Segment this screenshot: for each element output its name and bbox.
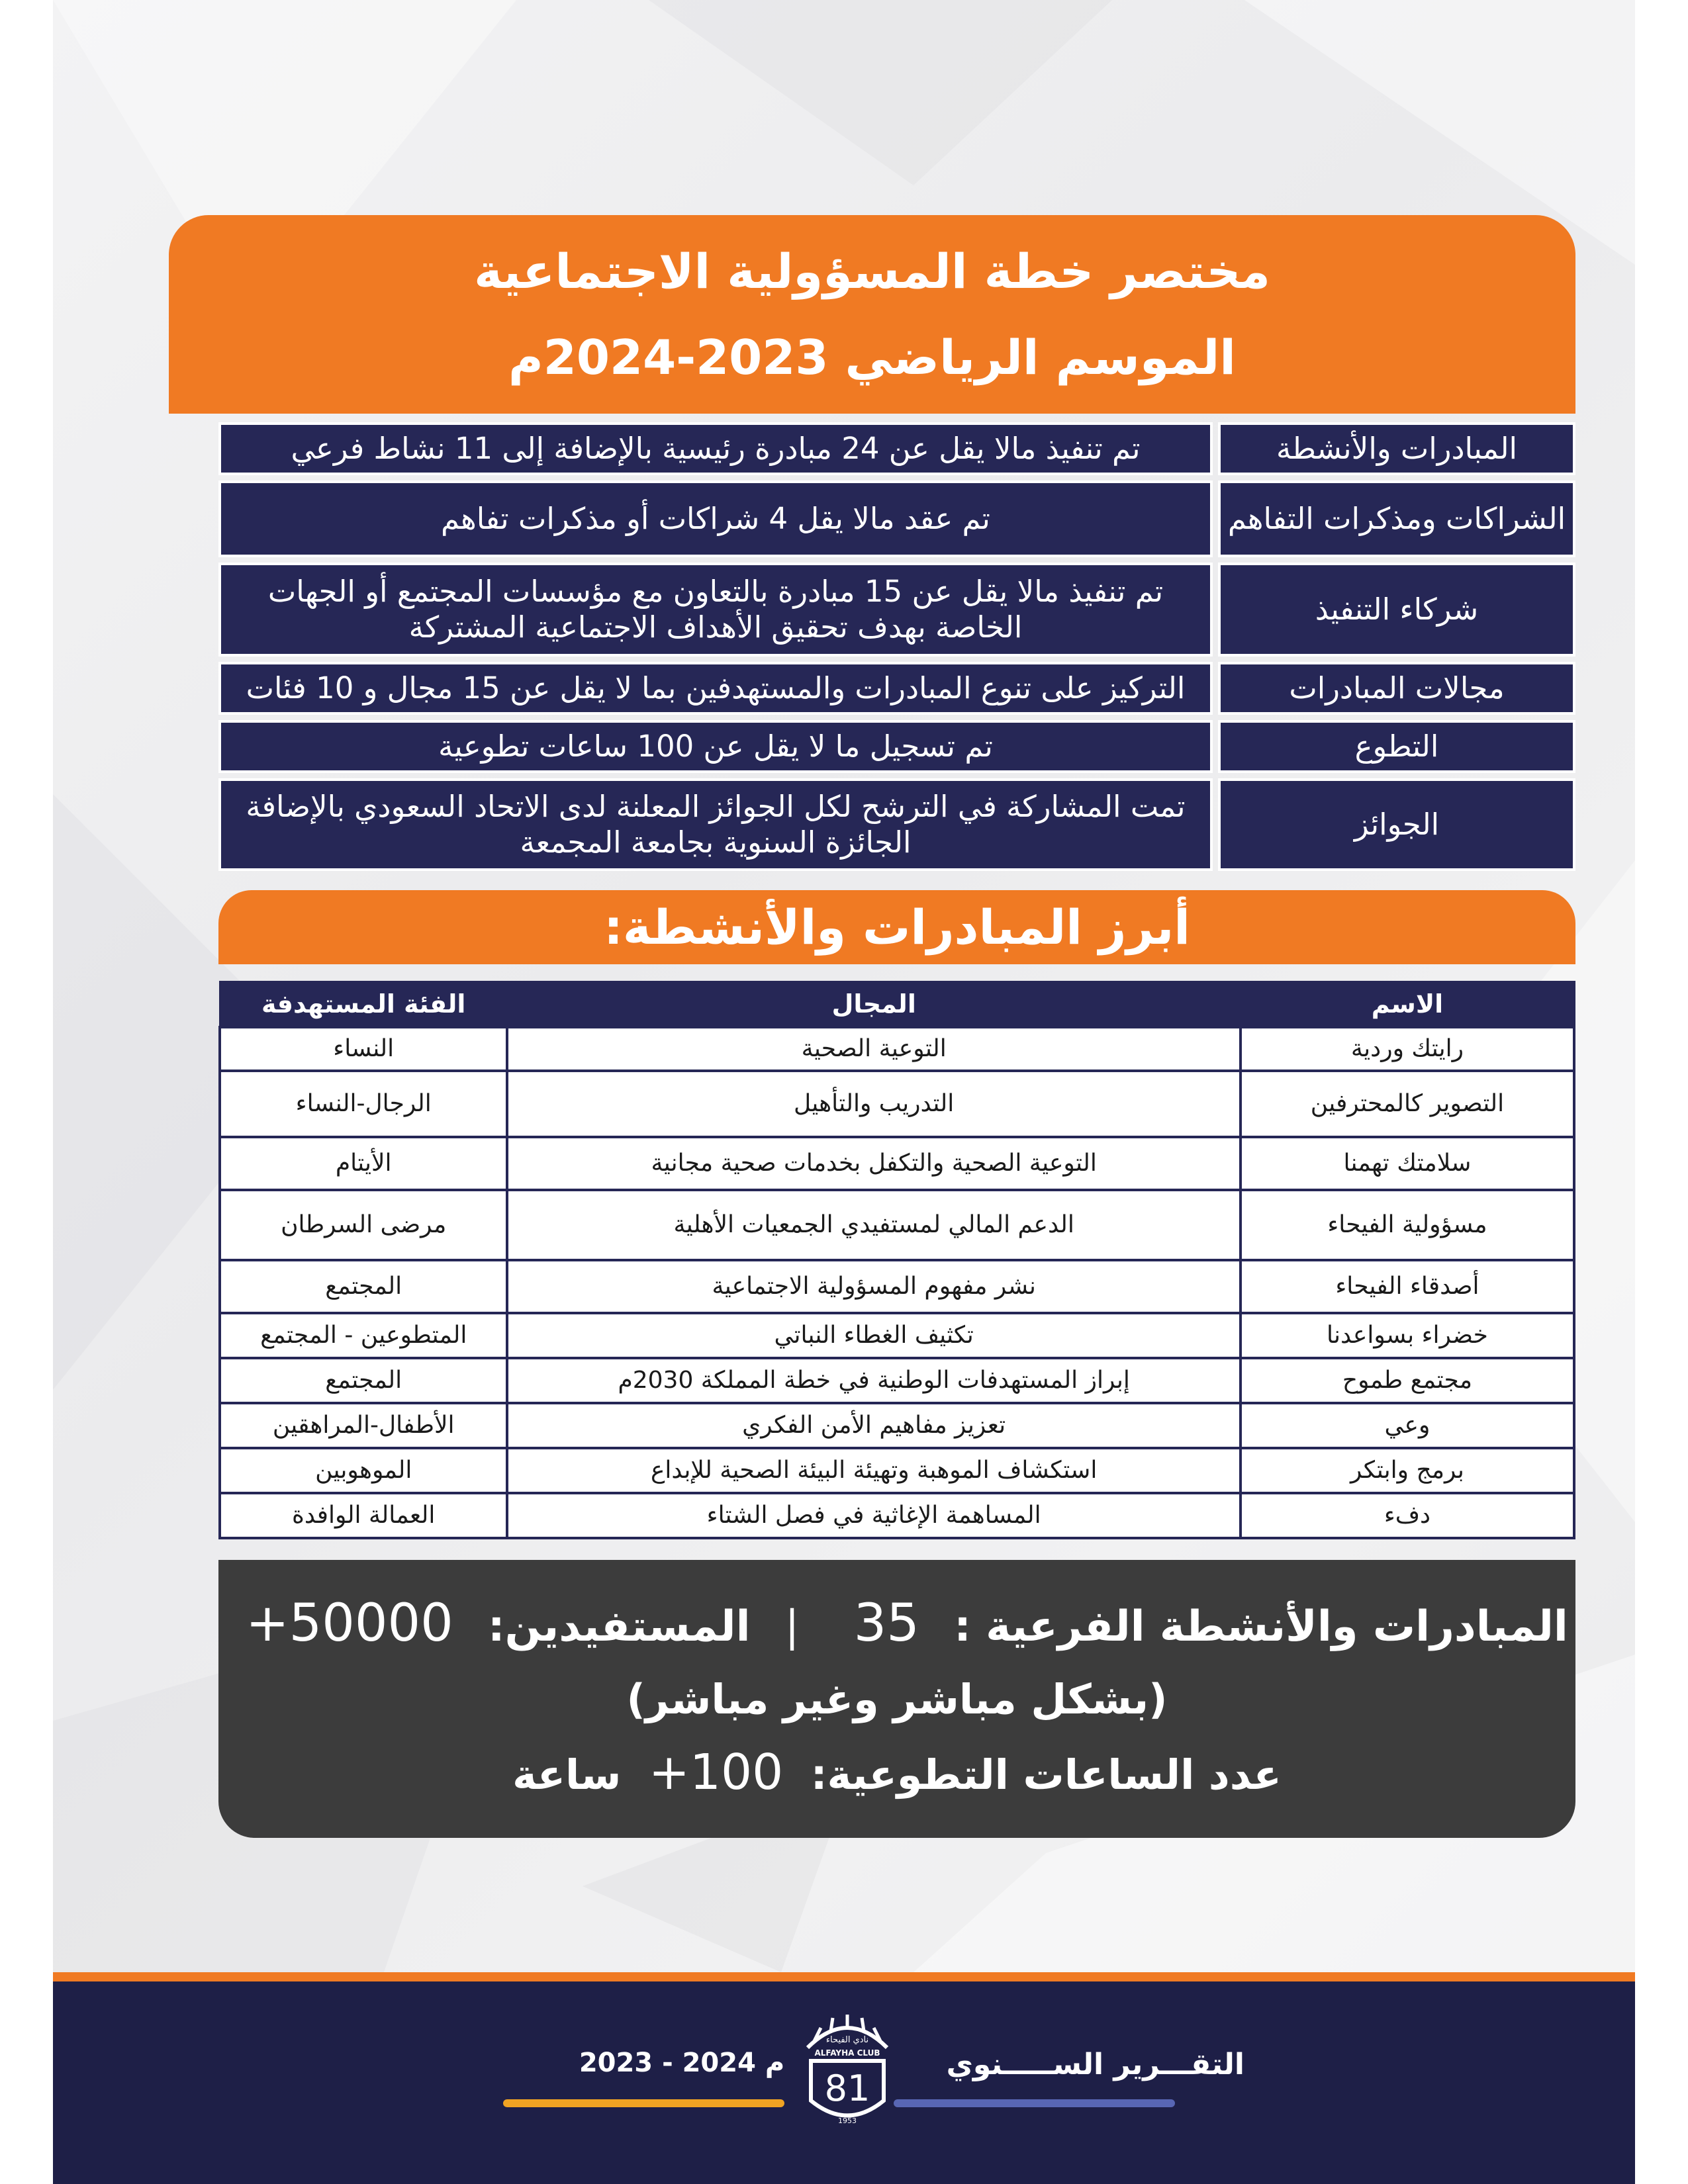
footer-blue-bar bbox=[894, 2099, 1175, 2107]
initiative-field: استكشاف الموهبة وتهيئة البيئة الصحية للإبداع bbox=[507, 1448, 1241, 1493]
summary-row bbox=[218, 422, 1575, 475]
footer-orange-bar bbox=[503, 2099, 784, 2107]
summary-value: التركيز على تنوع المبادرات والمستهدفين بما لا يقل عن 15 مجال و 10 فئات bbox=[218, 662, 1213, 715]
summary-label: التطوع bbox=[1218, 720, 1575, 773]
logo-arabic-text: نادي الفيحاء bbox=[825, 2035, 869, 2045]
initiative-name: مسؤولية الفيحاء bbox=[1241, 1190, 1574, 1260]
summary-row bbox=[218, 662, 1575, 715]
activities-label: المبادرات والأنشطة الفرعية : bbox=[954, 1602, 1568, 1651]
initiative-name: خضراء بسواعدنا bbox=[1241, 1313, 1574, 1358]
beneficiaries-note: (بشكل مباشر وغير مباشر) bbox=[626, 1674, 1168, 1723]
summary-label: مجالات المبادرات bbox=[1218, 662, 1575, 715]
summary-table bbox=[218, 422, 1575, 876]
summary-label: المبادرات والأنشطة bbox=[1218, 422, 1575, 475]
initiative-name: برمج وابتكر bbox=[1241, 1448, 1574, 1493]
logo-number: 81 bbox=[824, 2068, 870, 2109]
initiative-target: المجتمع bbox=[220, 1358, 507, 1403]
column-header-target: الفئة المستهدفة bbox=[220, 982, 507, 1027]
initiative-name: أصدقاء الفيحاء bbox=[1241, 1260, 1574, 1313]
stats-separator: | bbox=[784, 1602, 800, 1651]
beneficiaries-label: المستفيدين: bbox=[488, 1602, 751, 1651]
initiative-target: مرضى السرطان bbox=[220, 1190, 507, 1260]
initiative-field: المساهمة الإغاثية في فصل الشتاء bbox=[507, 1493, 1241, 1538]
initiative-target: الرجال-النساء bbox=[220, 1071, 507, 1137]
highlights-title: أبرز المبادرات والأنشطة: bbox=[218, 890, 1575, 964]
initiative-field: التوعية الصحية والتكفل بخدمات صحية مجانية bbox=[507, 1137, 1241, 1190]
report-page bbox=[53, 0, 1635, 2184]
summary-row bbox=[218, 778, 1575, 871]
initiative-name: دفء bbox=[1241, 1493, 1574, 1538]
initiative-target: النساء bbox=[220, 1027, 507, 1071]
stats-box bbox=[218, 1560, 1575, 1838]
table-header-row bbox=[220, 982, 1574, 1027]
summary-value: تم تنفيذ مالا يقل عن 24 مبادرة رئيسية بالإضافة إلى 11 نشاط فرعي bbox=[218, 422, 1213, 475]
annual-report-title: التقـــرير الســـــنوي bbox=[946, 2048, 1244, 2081]
season-title: الموسم الرياضي 2023-2024م bbox=[508, 330, 1236, 385]
initiative-field: التوعية الصحية bbox=[507, 1027, 1241, 1071]
column-header-field: المجال bbox=[507, 982, 1241, 1027]
table-row bbox=[220, 1358, 1574, 1403]
summary-row bbox=[218, 480, 1575, 557]
summary-label: الشراكات ومذكرات التفاهم bbox=[1218, 480, 1575, 557]
summary-value: تم عقد مالا يقل 4 شراكات أو مذكرات تفاهم bbox=[218, 480, 1213, 557]
beneficiaries-value: +50000 bbox=[246, 1593, 453, 1653]
club-logo bbox=[794, 2001, 900, 2134]
logo-english-text: ALFAYHA CLUB bbox=[814, 2048, 880, 2058]
initiative-name: التصوير كالمحترفين bbox=[1241, 1071, 1574, 1137]
hours-label: عدد الساعات التطوعية: bbox=[810, 1750, 1282, 1799]
column-header-name: الاسم bbox=[1241, 982, 1574, 1027]
summary-row bbox=[218, 563, 1575, 657]
initiative-target: المجتمع bbox=[220, 1260, 507, 1313]
table-row bbox=[220, 1403, 1574, 1448]
initiative-name: رايتك وردية bbox=[1241, 1027, 1574, 1071]
stats-line-activities bbox=[226, 1584, 1568, 1666]
initiative-name: سلامتك تهمنا bbox=[1241, 1137, 1574, 1190]
summary-row bbox=[218, 720, 1575, 773]
footer-accent-line bbox=[53, 1972, 1635, 1981]
initiative-field: تكثيف الغطاء النباتي bbox=[507, 1313, 1241, 1358]
initiative-target: العمالة الوافدة bbox=[220, 1493, 507, 1538]
initiative-field: إبراز المستهدفات الوطنية في خطة المملكة 2030م bbox=[507, 1358, 1241, 1403]
hours-value: +100 bbox=[648, 1743, 784, 1801]
table-row bbox=[220, 1313, 1574, 1358]
summary-value: تم تسجيل ما لا يقل عن 100 ساعات تطوعية bbox=[218, 720, 1213, 773]
summary-label: شركاء التنفيذ bbox=[1218, 563, 1575, 657]
summary-value: تمت المشاركة في الترشح لكل الجوائز المعلنة لدى الاتحاد السعودي بالإضافة الجائزة السنوية بجامعة المجمعة bbox=[218, 778, 1213, 871]
plan-summary-header bbox=[169, 215, 1575, 414]
initiative-name: وعي bbox=[1241, 1403, 1574, 1448]
initiative-target: الأيتام bbox=[220, 1137, 507, 1190]
table-row bbox=[220, 1190, 1574, 1260]
table-row bbox=[220, 1137, 1574, 1190]
initiatives-table bbox=[218, 981, 1575, 1539]
initiative-target: الموهوبين bbox=[220, 1448, 507, 1493]
initiative-target: الأطفال-المراهقين bbox=[220, 1403, 507, 1448]
initiative-field: تعزيز مفاهيم الأمن الفكري bbox=[507, 1403, 1241, 1448]
plan-title: مختصر خطة المسؤولية الاجتماعية bbox=[474, 244, 1270, 299]
logo-year: 1953 bbox=[838, 2116, 857, 2125]
table-row bbox=[220, 1448, 1574, 1493]
initiative-target: المتطوعين - المجتمع bbox=[220, 1313, 507, 1358]
table-row bbox=[220, 1027, 1574, 1071]
initiative-field: التدريب والتأهيل bbox=[507, 1071, 1241, 1137]
initiative-field: الدعم المالي لمستفيدي الجمعيات الأهلية bbox=[507, 1190, 1241, 1260]
table-row bbox=[220, 1071, 1574, 1137]
stats-line-hours bbox=[512, 1733, 1282, 1815]
initiative-field: نشر مفهوم المسؤولية الاجتماعية bbox=[507, 1260, 1241, 1313]
report-years: 2023 - 2024 م bbox=[579, 2048, 785, 2078]
table-row bbox=[220, 1493, 1574, 1538]
initiative-name: مجتمع طموح bbox=[1241, 1358, 1574, 1403]
summary-label: الجوائز bbox=[1218, 778, 1575, 871]
hours-unit: ساعة bbox=[512, 1750, 622, 1799]
activities-value: 35 bbox=[853, 1593, 919, 1653]
table-row bbox=[220, 1260, 1574, 1313]
summary-value: تم تنفيذ مالا يقل عن 15 مبادرة بالتعاون مع مؤسسات المجتمع أو الجهات الخاصة بهدف تحقيق الأهداف الاجتماعية المشتركة bbox=[218, 563, 1213, 657]
footer bbox=[53, 1981, 1635, 2184]
